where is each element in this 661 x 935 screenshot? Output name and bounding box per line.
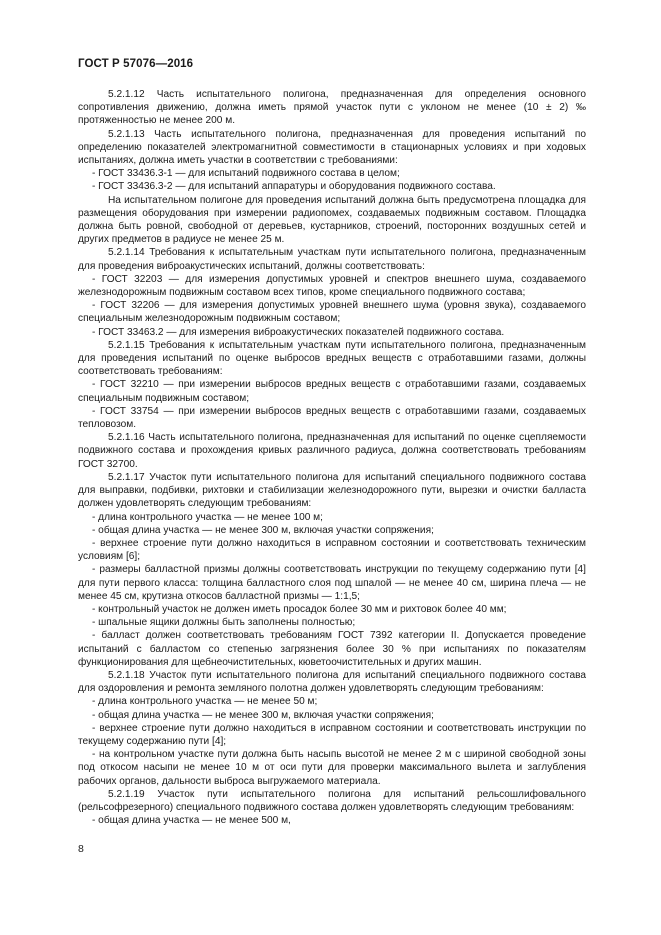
paragraph: 5.2.1.18 Участок пути испытательного полигона для испытаний специального подвижного состава для оздоровления и ремонта земляного полотна должен удовлетворять следующим требованиям: bbox=[78, 669, 586, 695]
paragraph: 5.2.1.16 Часть испытательного полигона, предназначенная для испытаний по оценке сцепляемости подвижного состава и прохождения кривых различного радиуса, должна соответствовать требованиям ГОСТ 32700. bbox=[78, 432, 586, 470]
list-item: - верхнее строение пути должно находиться в исправном состоянии и соответствовать инструкции по текущему содержанию пути [4]; bbox=[78, 722, 586, 747]
list-item: - контрольный участок не должен иметь просадок более 30 мм и рихтовок более 40 мм; bbox=[92, 603, 507, 615]
list-item: - длина контрольного участка — не менее 100 м; bbox=[92, 511, 323, 523]
paragraph: 5.2.1.17 Участок пути испытательного полигона для испытаний специального подвижного состава для выправки, подбивки, рихтовки и стабилизации железнодорожного пути, вырезки и очистки балласта должен удовлетворять следующим требованиям: bbox=[78, 471, 586, 510]
list-item: - ГОСТ 33463.2 — для измерения виброакустических показателей подвижного состава. bbox=[92, 326, 505, 338]
paragraph: 5.2.1.14 Требования к испытательным участкам пути испытательного полигона, предназначенным для проведения виброакустических испытаний, должны соответствовать: bbox=[78, 247, 586, 272]
list-item: - общая длина участка — не менее 300 м, включая участки сопряжения; bbox=[92, 709, 434, 721]
paragraph: 5.2.1.19 Участок пути испытательного полигона для испытаний рельсошлифовального (рельсофрезерного) специального подвижного состава должен удовлетворять следующим требованиям: bbox=[78, 788, 586, 813]
paragraph: 5.2.1.15 Требования к испытательным участкам пути испытательного полигона, предназначенным для проведения испытаний по оценке выбросов вредных веществ с отработавшими газами, должны соответствовать требованиям: bbox=[78, 339, 586, 378]
list-item: - ГОСТ 33436.3-2 — для испытаний аппаратуры и оборудования подвижного состава. bbox=[92, 181, 496, 193]
list-item: - верхнее строение пути должно находиться в исправном состоянии и соответствовать техническим условиям [6]; bbox=[78, 537, 586, 563]
list-item: - ГОСТ 33436.3-1 — для испытаний подвижного состава в целом; bbox=[92, 168, 400, 180]
paragraph: 5.2.1.13 Часть испытательного полигона, предназначенная для проведения испытаний по определению показателей электромагнитной совместимости в стационарных условиях и при ходовых испытаниях, должна иметь участки в соответствии с требованиями: bbox=[78, 128, 586, 167]
list-item: - балласт должен соответствовать требованиям ГОСТ 7392 категории II. Допускается проведение испытаний с балластом со степенью загрязнения более 30 % при испытаниях по показателям функционирования для щебнеочистительных, кюветоочистительных и других машин. bbox=[78, 630, 586, 668]
list-item: - длина контрольного участка — не менее 50 м; bbox=[92, 696, 318, 708]
list-item: - ГОСТ 33754 — при измерении выбросов вредных веществ с отработавшими газами, создаваемых тепловозом. bbox=[78, 405, 586, 431]
document-header: ГОСТ Р 57076—2016 bbox=[78, 58, 194, 70]
document-body bbox=[78, 88, 586, 827]
list-item: - ГОСТ 32210 — при измерении выбросов вредных веществ с отработавшими газами, создаваемых специальным подвижным составом; bbox=[78, 379, 586, 404]
list-item: - ГОСТ 32203 — для измерения допустимых уровней и спектров внешнего шума, создаваемого железнодорожным подвижным составом всех типов, кроме специального подвижного состава; bbox=[78, 273, 586, 299]
list-item: - на контрольном участке пути должна быть насыпь высотой не менее 2 м с шириной свободной зоны под откосом насыпи не менее 10 м от оси пути для проверки максимального вылета и заглубления рабочих органов, дальности выброса выгружаемого материала. bbox=[78, 749, 586, 787]
list-item: - общая длина участка — не менее 300 м, включая участки сопряжения; bbox=[92, 524, 434, 536]
list-item: - общая длина участка — не менее 500 м, bbox=[92, 815, 291, 827]
paragraph: 5.2.1.12 Часть испытательного полигона, предназначенная для определения основного сопротивления движению, должна иметь прямой участок пути с уклоном не менее (10 ± 2) ‰ протяженностью не менее 200 м. bbox=[78, 89, 586, 127]
list-item: - шпальные ящики должны быть заполнены полностью; bbox=[92, 617, 356, 629]
paragraph: На испытательном полигоне для проведения испытаний должна быть предусмотрена площадка для размещения оборудования при измерении радиопомех, создаваемых подвижным составом. Площадка должна быть ровной, свободной от деревьев, кустарников, строений, посторонних воздушных сетей и других предметов в радиусе не менее 25 м. bbox=[78, 194, 586, 246]
page-number: 8 bbox=[78, 843, 84, 855]
list-item: - ГОСТ 32206 — для измерения допустимых уровней внешнего шума (уровня звука), создаваемого специальным железнодорожным подвижным составом; bbox=[78, 300, 586, 325]
list-item: - размеры балластной призмы должны соответствовать инструкции по текущему содержанию пути [4] для пути первого класса: толщина балластного слоя под шпалой — не менее 40 см, ширина плеча — не менее 45 см, крутизна откосов балластной призмы — 1:1,5; bbox=[78, 564, 586, 602]
